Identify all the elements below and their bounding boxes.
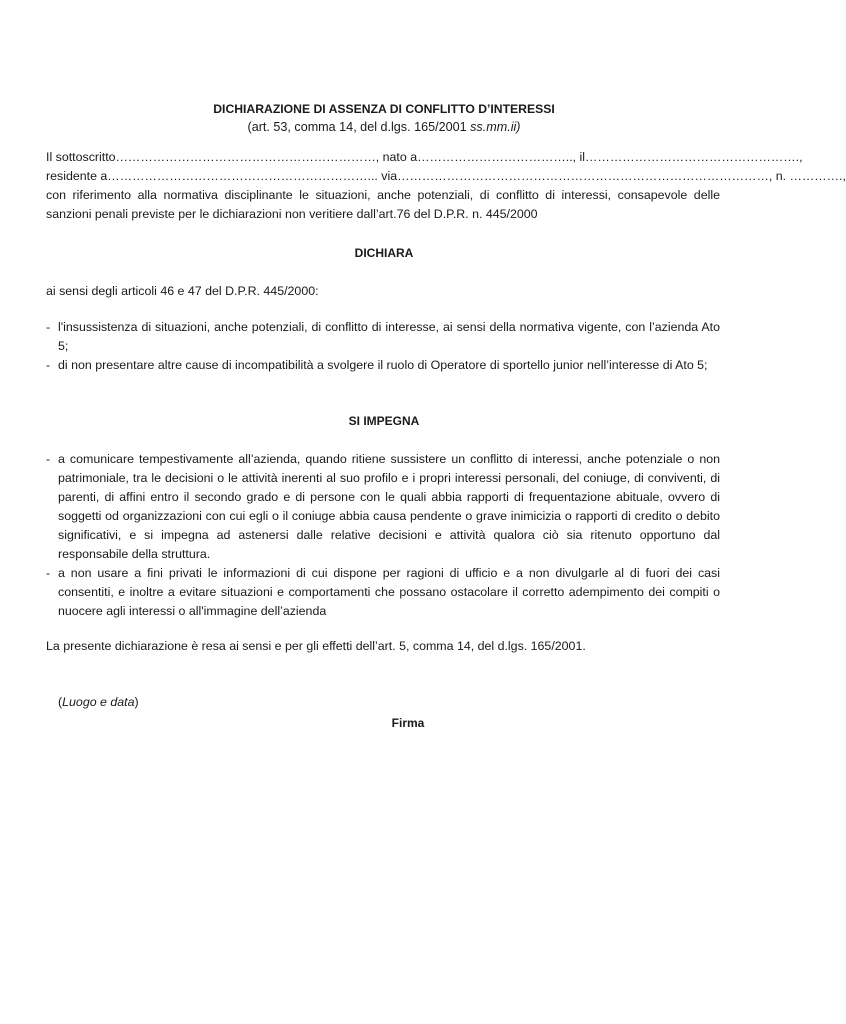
list-item — [46, 564, 720, 621]
list-item-text: a non usare a fini privati le informazioni di cui dispone per ragioni di ufficio e a non divulgarle al di fuori dei casi consentiti, e inoltre a evitare situazioni e comportamenti che possano ostacolare il corretto adempimento dei compiti o nuocere agli interessi o all'immagine dell’azienda — [58, 566, 720, 618]
list-item-text: di non presentare altre cause di incompatibilità a svolgere il ruolo di Operatore di sportello junior nell’interesse di Ato 5; — [58, 358, 708, 372]
intro-line-address: residente a………………………………………………………... via………………………………………………………………………………, n. …………., — [46, 169, 846, 183]
document-subtitle — [0, 118, 768, 137]
place-close: ) — [134, 695, 139, 709]
document-title: DICHIARAZIONE DI ASSENZA DI CONFLITTO D’INTERESSI — [213, 102, 555, 116]
list-item — [46, 450, 720, 564]
dash-mark: - — [46, 320, 51, 334]
list-item — [46, 318, 720, 356]
subtitle-text: (art. 53, comma 14, del d.lgs. 165/2001 — [247, 120, 471, 134]
heading-impegna: SI IMPEGNA — [348, 414, 420, 428]
dash-mark: - — [46, 452, 51, 466]
place-date-label — [58, 693, 139, 712]
place-open: ( — [58, 695, 63, 709]
dash-mark: - — [46, 566, 51, 580]
place-date-text: Luogo e data — [62, 695, 135, 709]
list-item-text: a comunicare tempestivamente all’azienda, quando ritiene sussistere un conflitto di interessi, anche potenziale o non patrimoniale, tra le decisioni o le attività inerenti al suo profilo e i propri interessi personali, del coniuge, di conviventi, di parenti, di affini entro il secondo grado e di persone con le quali abbia rapporti di frequentazione abituale, ovvero di soggetti od organizzazioni con cui egli o il coniuge abbia causa pendente o grave inimicizia o rapporti di credito o debito significativi, e si impegna ad astenersi dalle relative decisioni e attività qualora ciò sia ritenuto opportuno dal responsabile della struttura. — [58, 452, 720, 561]
intro-paragraph — [46, 148, 846, 224]
dichiara-list — [46, 318, 720, 375]
intro-line-reference: con riferimento alla normativa disciplinante le situazioni, anche potenziali, di conflitto di interessi, consapevole delle — [46, 188, 720, 202]
ai-sensi-line: ai sensi degli articoli 46 e 47 del D.P.R. 445/2000: — [46, 284, 319, 298]
closing-statement: La presente dichiarazione è resa ai sensi e per gli effetti dell’art. 5, comma 14, del d.lgs. 165/2001. — [46, 639, 586, 653]
dash-mark: - — [46, 358, 51, 372]
subtitle-italic: ss.mm.ii) — [470, 120, 521, 134]
intro-line-name: Il sottoscritto………………………………………………………, nato a……………………………….., il……………………………………………., — [46, 150, 803, 164]
intro-line-sanctions: sanzioni penali previste per le dichiarazioni non veritiere dall’art.76 del D.P.R. n. 445/2000 — [46, 207, 538, 221]
list-item-text: l'insussistenza di situazioni, anche potenziali, di conflitto di interesse, ai sensi della normativa vigente, con l’azienda Ato 5; — [58, 320, 720, 353]
heading-dichiara: DICHIARA — [354, 246, 414, 260]
signature-label: Firma — [391, 716, 425, 730]
list-item — [46, 356, 720, 375]
impegna-list — [46, 450, 720, 621]
